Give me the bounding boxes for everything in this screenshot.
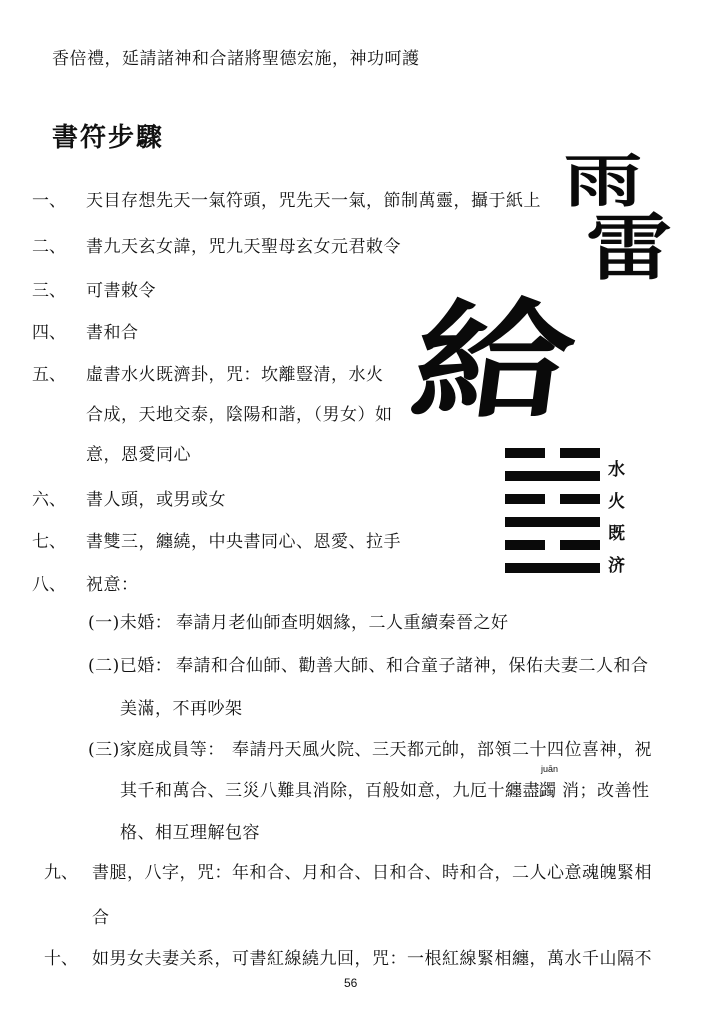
talisman-glyph-top-b: 雷 [585,205,673,290]
hexagram-name-3: 既 [608,524,625,544]
hexagram-name-4: 济 [608,556,625,576]
section-title: 書符步驟 [52,123,165,153]
step-5-cont-1: 合成，天地交泰，陰陽和諧，（男女）如 [86,405,393,425]
step-3-text: 可書敕令 [86,281,156,301]
hexagram-name-2: 火 [608,492,625,512]
hexagram [505,448,600,578]
step-4-text: 書和合 [86,323,139,343]
step-5-num: 五、 [32,365,66,385]
step-9-num: 九、 [44,863,78,883]
hexagram-line-5-left [505,540,545,550]
step-1-text: 天目存想先天一氣符頭，咒先天一氣，節制萬靈，攝于紙上 [86,191,541,211]
hexagram-line-1-left [505,448,545,458]
step-10-num: 十、 [44,949,78,969]
sub-item-3-cont-1c: 消；改善性 [562,781,650,801]
ruby-annotation: juān [541,764,559,774]
hexagram-line-6 [505,563,600,573]
step-8-num: 八、 [32,575,66,595]
step-3-num: 三、 [32,281,66,301]
hexagram-line-2 [505,471,600,481]
step-6-num: 六、 [32,490,66,510]
sub-item-1-label: (一)未婚： [88,613,173,633]
step-10-text: 如男女夫妻关系，可書紅線繞九回，咒：一根紅線緊相纏，萬水千山隔不 [92,949,652,969]
step-5-cont-2: 意，恩愛同心 [86,445,191,465]
step-2-text: 書九天玄女諱，咒九天聖母玄女元君敕令 [86,237,401,257]
step-9-cont: 合 [92,908,110,928]
sub-item-2-cont: 美滿，不再吵架 [120,699,243,719]
step-9-text: 書腿，八字，咒：年和合、月和合、日和合、時和合，二人心意魂魄緊相 [92,863,652,883]
sub-item-2-text: 奉請和合仙師、勸善大師、和合童子諸神，保佑夫妻二人和合 [176,656,649,676]
sub-item-3-cont-2: 格、相互理解包容 [120,823,260,843]
step-4-num: 四、 [32,323,66,343]
sub-item-3-cont-1b: 蠲 [539,781,557,801]
hexagram-line-3-right [560,494,600,504]
hexagram-line-1-right [560,448,600,458]
hexagram-line-4 [505,517,600,527]
sub-item-3-cont-1a: 其千和萬合、三災八難具消除，百般如意，九厄十纏盡 [120,781,540,801]
step-2-num: 二、 [32,237,66,257]
page-number: 56 [344,976,358,990]
step-1-num: 一、 [32,191,66,211]
hexagram-line-5-right [560,540,600,550]
hexagram-line-3-left [505,494,545,504]
sub-item-3-text: 奉請丹天風火院、三天都元帥，部領二十四位喜神，祝 [232,740,652,760]
talisman-glyph-top-a: 雨 [563,147,643,215]
sub-item-3-label: (三)家庭成員等： [88,740,225,760]
top-line: 香倍禮，延請諸神和合諸將聖德宏施，神功呵護 [52,49,420,69]
step-6-text: 書人頭，或男或女 [86,490,226,510]
sub-item-2-label: (二)已婚： [88,656,173,676]
step-8-text: 祝意： [86,575,139,595]
step-5-text: 虛書水火既濟卦，咒：坎離豎清，水火 [86,365,384,385]
hexagram-name-1: 水 [608,460,625,480]
step-7-text: 書雙三，纏繞，中央書同心、恩愛、拉手 [86,532,401,552]
step-7-num: 七、 [32,532,66,552]
talisman-glyph-big: 給 [404,287,584,437]
sub-item-1-text: 奉請月老仙師查明姻緣，二人重續秦晉之好 [176,613,509,633]
